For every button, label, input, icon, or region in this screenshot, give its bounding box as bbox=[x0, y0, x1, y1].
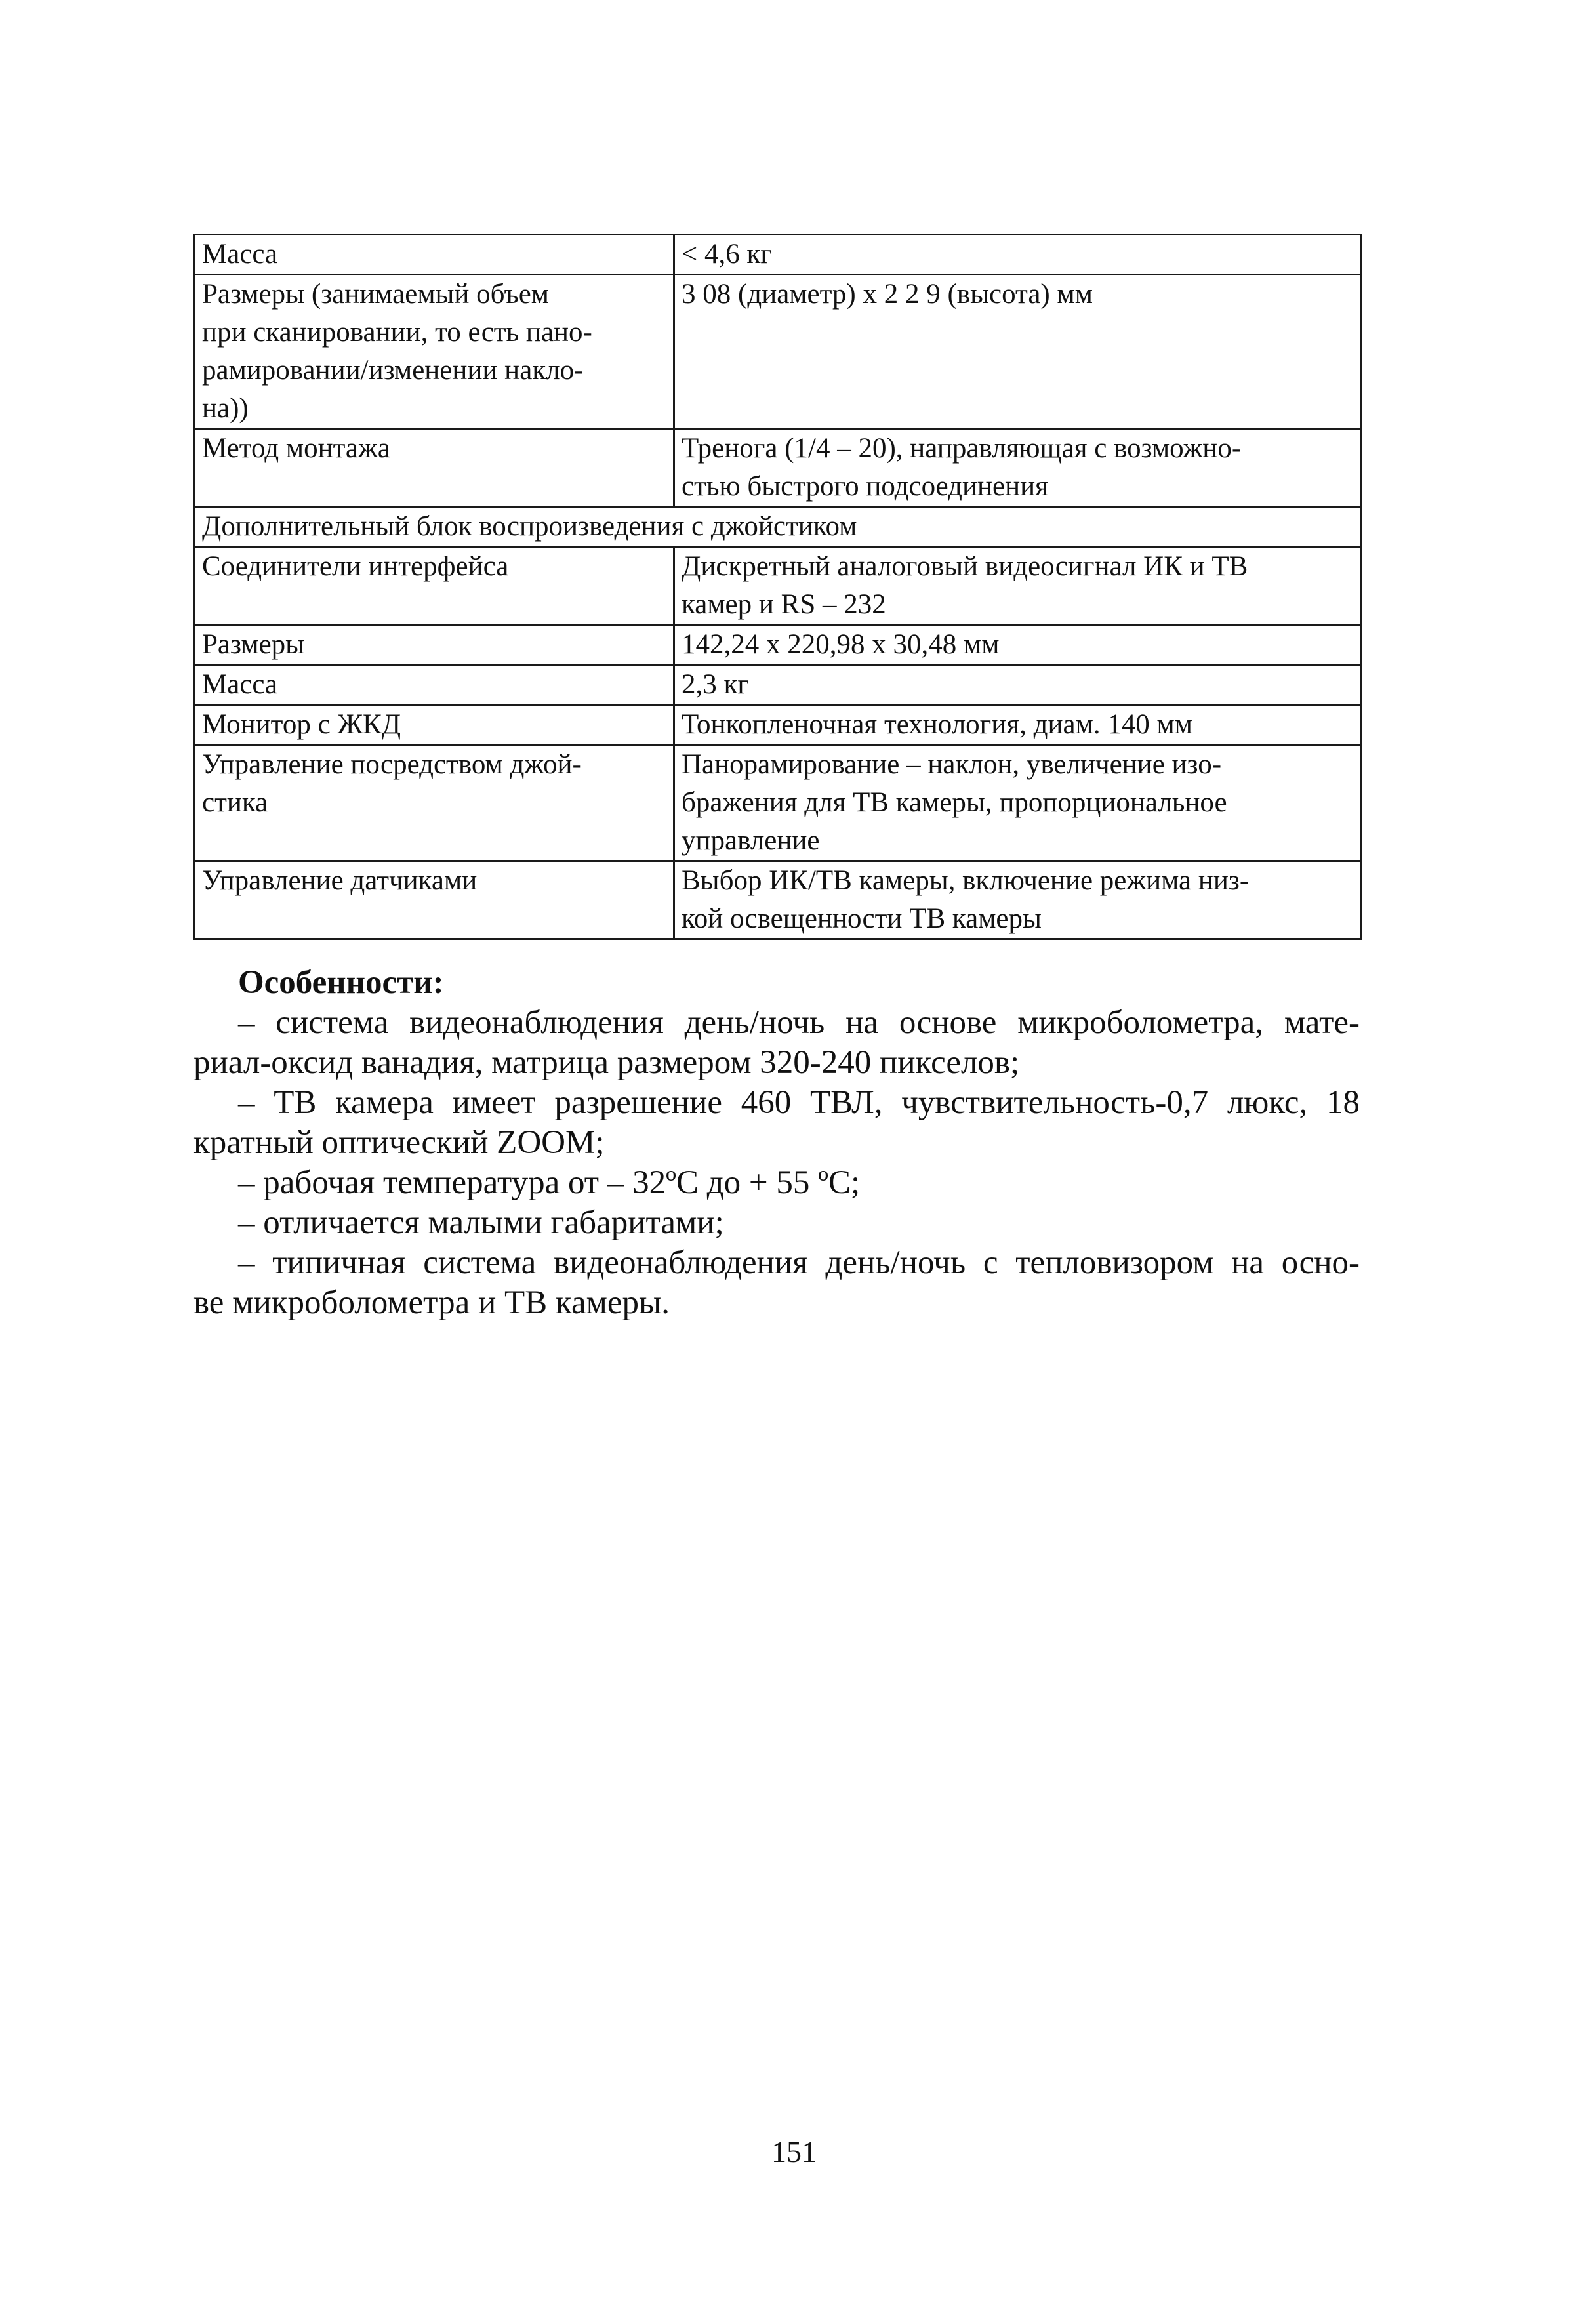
table-row bbox=[195, 745, 1361, 861]
row-label: Масса bbox=[195, 665, 674, 705]
table-row bbox=[195, 275, 1361, 429]
row-label: Размеры bbox=[195, 625, 674, 665]
row-value: Панорамирование – наклон, увеличение изо- бражения для ТВ камеры, пропорциональное управление bbox=[674, 745, 1361, 861]
table-row bbox=[195, 665, 1361, 705]
row-label: Размеры (занимаемый объем при сканировании, то есть пано- рамировании/изменении накло- на)) bbox=[195, 275, 674, 429]
feature-item-first-line: – система видеонаблюдения день/ночь на основе микроболометра, мате- bbox=[238, 1004, 1360, 1041]
table-row bbox=[195, 705, 1361, 745]
feature-item-first-line: – отличается малыми габаритами; bbox=[238, 1204, 724, 1241]
table-row bbox=[195, 625, 1361, 665]
features-section bbox=[193, 963, 1360, 1323]
row-value: Тренога (1/4 – 20), направляющая с возможно- стью быстрого подсоединения bbox=[674, 429, 1361, 507]
row-label: Монитор с ЖКД bbox=[195, 705, 674, 745]
page-number: 151 bbox=[771, 2135, 817, 2169]
row-label: Управление посредством джой- стика bbox=[195, 745, 674, 861]
feature-item-first-line: – ТВ камера имеет разрешение 460 ТВЛ, чувствительность-0,7 люкс, 18 bbox=[238, 1084, 1360, 1121]
table-row bbox=[195, 861, 1361, 939]
row-label: Управление датчиками bbox=[195, 861, 674, 939]
row-value: Тонкопленочная технология, диам. 140 мм bbox=[674, 705, 1361, 745]
features-heading: Особенности: bbox=[238, 964, 444, 1001]
row-value: < 4,6 кг bbox=[674, 235, 1361, 275]
row-value: Дискретный аналоговый видеосигнал ИК и ТВ камер и RS – 232 bbox=[674, 547, 1361, 625]
row-value: 142,24 x 220,98 x 30,48 мм bbox=[674, 625, 1361, 665]
section-heading: Дополнительный блок воспроизведения с джойстиком bbox=[195, 507, 1361, 547]
specifications-table bbox=[193, 234, 1362, 940]
feature-item-continuation: кратный оптический ZOOM; bbox=[193, 1124, 605, 1161]
feature-item-continuation: ве микроболометра и ТВ камеры. bbox=[193, 1284, 670, 1321]
row-label: Масса bbox=[195, 235, 674, 275]
feature-item-first-line: – типичная система видеонаблюдения день/ночь с тепловизором на осно- bbox=[238, 1244, 1360, 1281]
table-section-row bbox=[195, 507, 1361, 547]
row-label: Соединители интерфейса bbox=[195, 547, 674, 625]
row-value: 2,3 кг bbox=[674, 665, 1361, 705]
table-row bbox=[195, 429, 1361, 507]
table-row bbox=[195, 547, 1361, 625]
feature-item-first-line: – рабочая температура от – 32ºС до + 55 ºС; bbox=[238, 1164, 861, 1201]
feature-item-continuation: риал-оксид ванадия, матрица размером 320-240 пикселов; bbox=[193, 1044, 1020, 1081]
table-row bbox=[195, 235, 1361, 275]
row-value: 3 08 (диаметр) x 2 2 9 (высота) мм bbox=[674, 275, 1361, 429]
row-label: Метод монтажа bbox=[195, 429, 674, 507]
row-value: Выбор ИК/ТВ камеры, включение режима низ- кой освещенности ТВ камеры bbox=[674, 861, 1361, 939]
